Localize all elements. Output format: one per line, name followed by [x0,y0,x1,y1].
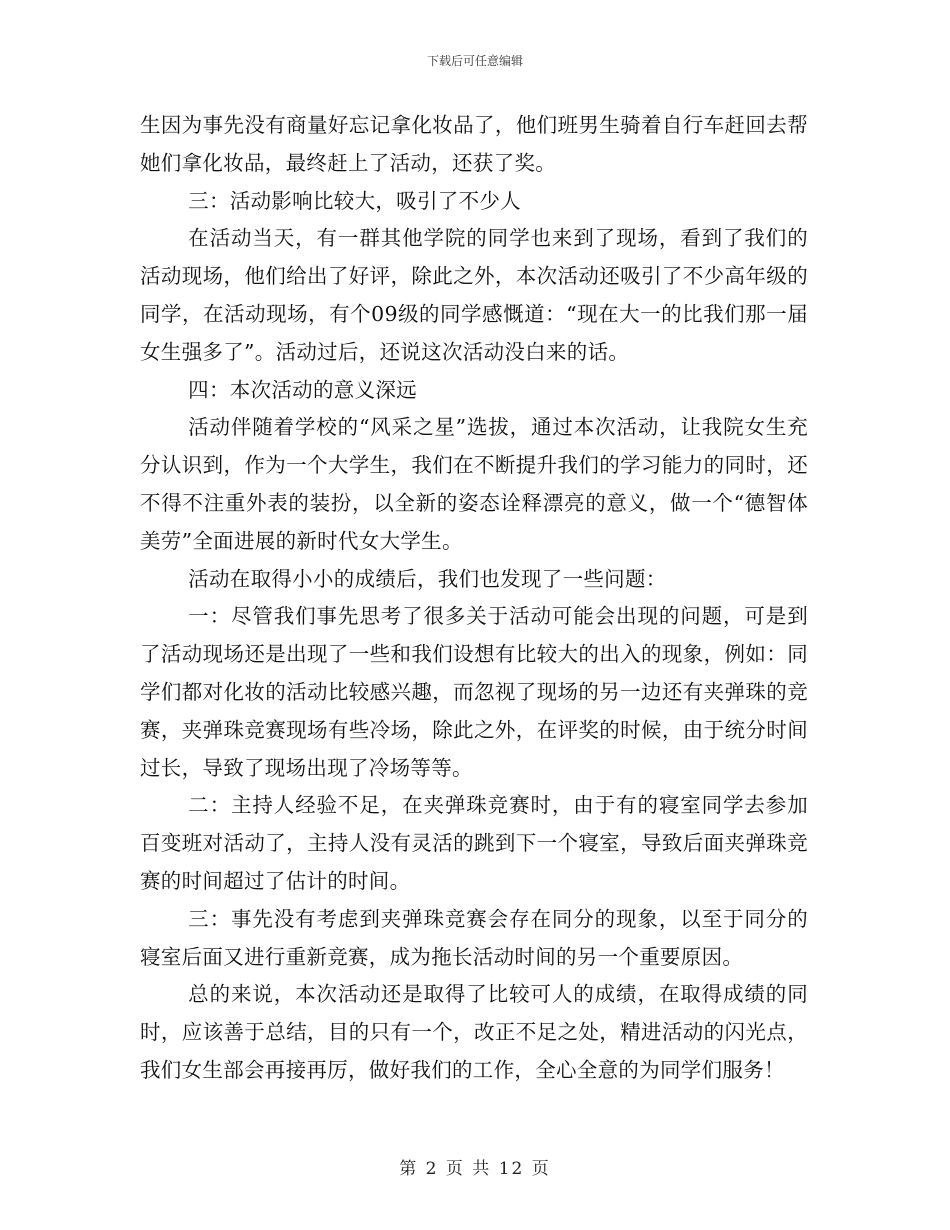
document-body [140,107,808,1090]
section-heading-3: 三：活动影响比较大，吸引了不少人 [188,188,521,213]
paragraph-problems-intro: 活动在取得小小的成绩后，我们也发现了一些问题： [188,566,667,591]
paragraph-significance: 活动伴随着学校的“风采之星”选拔，通过本次活动，让我院女生充分认识到，作为一个大学生，我们在不断提升我们的学习能力的同时，还不得不注重外表的装扮，以全新的姿态诠释漂亮的意义，做一个“德智体美劳”全面进展的新时代女大学生。 [140,415,808,553]
page-number-footer: 第 2 页 共 12 页 [399,1159,551,1179]
paragraph-event-day: 在活动当天，有一群其他学院的同学也来到了现场，看到了我们的活动现场，他们给出了好评，除此之外，本次活动还吸引了不少高年级的同学，在活动现场，有个09级的同学感慨道：“现在大一的比我们那一届女生强多了”。活动过后，还说这次活动没白来的话。 [140,226,808,364]
paragraph-continuation: 生因为事先没有商量好忘记拿化妆品了，他们班男生骑着自行车赶回去帮她们拿化妆品，最终赶上了活动，还获了奖。 [140,113,808,175]
section-heading-4: 四：本次活动的意义深远 [188,377,417,402]
paragraph-problem-1: 一：尽管我们事先思考了很多关于活动可能会出现的问题，可是到了活动现场还是出现了一些和我们设想有比较大的出入的现象，例如：同学们都对化妆的活动比较感兴趣，而忽视了现场的另一边还有夹弹珠的竞赛，夹弹珠竞赛现场有些冷场，除此之外，在评奖的时候，由于统分时间过长，导致了现场出现了冷场等等。 [140,604,808,780]
paragraph-summary: 总的来说，本次活动还是取得了比较可人的成绩，在取得成绩的同时，应该善于总结，目的只有一个，改正不足之处，精进活动的闪光点，我们女生部会再接再厉，做好我们的工作，全心全意的为同学们服务！ [140,982,808,1082]
page-header: 下载后可任意编辑 [426,54,523,68]
paragraph-problem-2: 二：主持人经验不足，在夹弹珠竞赛时，由于有的寝室同学去参加百变班对活动了，主持人没有灵活的跳到下一个寝室，导致后面夹弹珠竞赛的时间超过了估计的时间。 [140,793,808,893]
paragraph-problem-3: 三：事先没有考虑到夹弹珠竞赛会存在同分的现象，以至于同分的寝室后面又进行重新竞赛，成为拖长活动时间的另一个重要原因。 [140,906,808,969]
